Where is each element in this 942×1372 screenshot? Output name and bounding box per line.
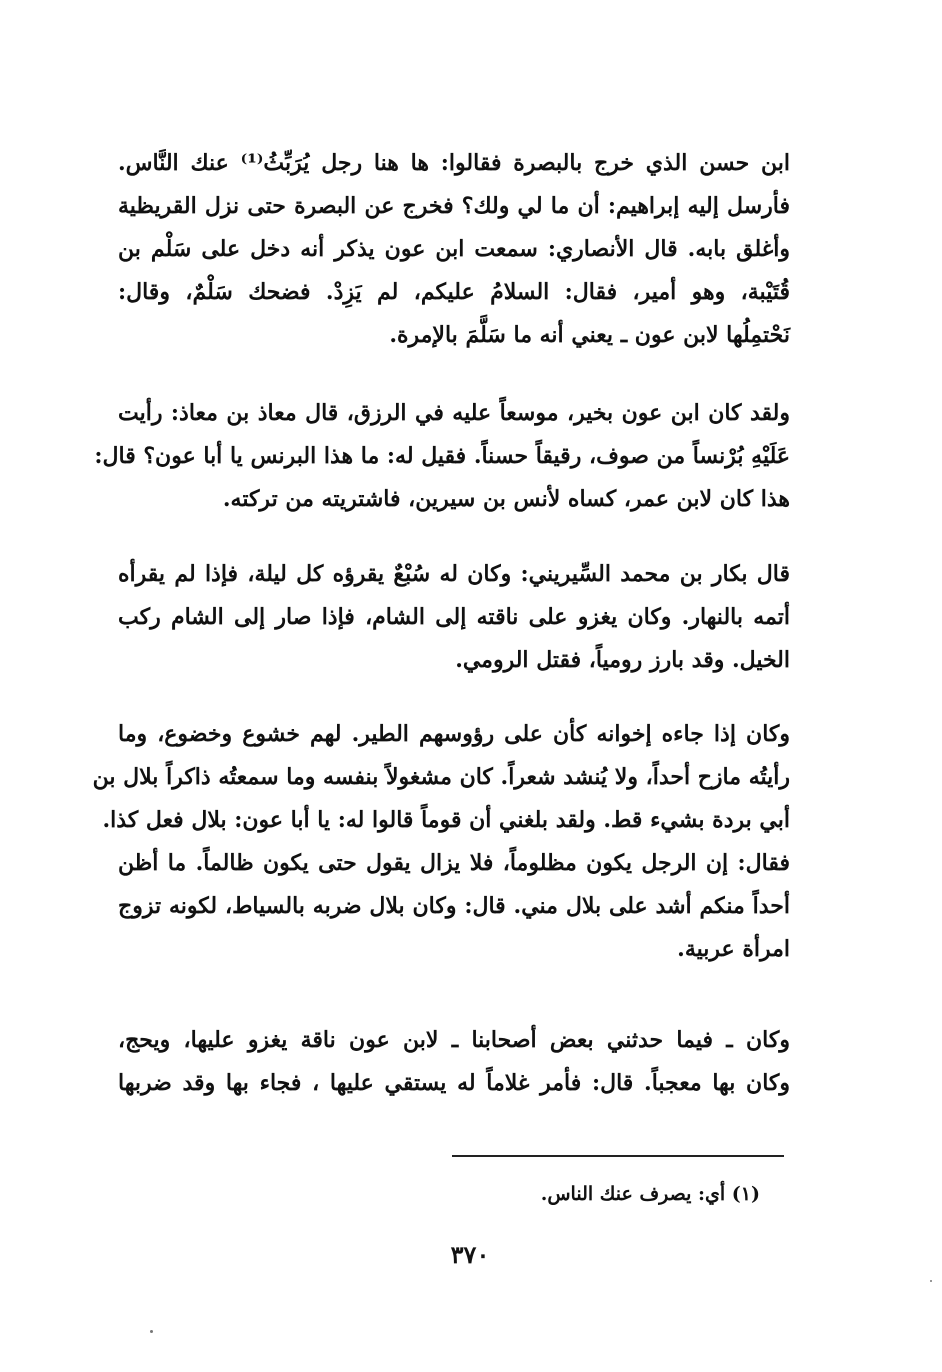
text-line: وأغلق بابه. قال الأنصاري: سمعت ابن عون يذكر أنه دخل على سَلْم بن	[118, 236, 790, 262]
paragraph-1	[118, 142, 790, 357]
text-line: امرأة عربية.	[677, 936, 790, 962]
text-line: قال بكار بن محمد السِّيريني: وكان له سُبْعٌ يقرؤه كل ليلة، فإذا لم يقرأه	[118, 561, 790, 587]
text-line: رأيتُه مازح أحداً، ولا يُنشد شعراً. كان مشغولاً بنفسه وما سمعتُه ذاكراً بلال بن	[92, 764, 790, 790]
paragraph-3	[118, 553, 790, 682]
text-line: عَلَيْهِ بُرْنساً من صوف، رقيقاً حسناً. فقيل له: ما هذا البرنس يا أبا عون؟ قال:	[94, 443, 790, 469]
text-line: ابن حسن الذي خرج بالبصرة فقالوا: ها هنا رجل يُرَبِّثُ⁽¹⁾ عنك النَّاس.	[118, 150, 790, 176]
text-line: فقال: إن الرجل يكون مظلوماً، فلا يزال يقول حتى يكون ظالماً. ما أظن	[118, 850, 790, 876]
paragraph-2	[94, 392, 790, 521]
text-line: قُتَيْبة، وهو أمير، فقال: السلامُ عليكم، لم يَزِدْ. فضحك سَلْمٌ، وقال:	[118, 279, 790, 305]
text-line: الخيل. وقد بارز رومياً، فقتل الرومي.	[455, 647, 790, 673]
text-line: أبي بردة بشيء قط. ولقد بلغني أن قوماً قالوا له: يا أبا عون: بلال فعل كذا.	[102, 807, 790, 833]
text-line: أتمه بالنهار. وكان يغزو على ناقته إلى الشام، فإذا صار إلى الشام ركب	[118, 604, 790, 630]
scan-speck	[150, 1330, 153, 1333]
paragraph-5	[118, 1019, 790, 1105]
text-line: ولقد كان ابن عون بخير، موسعاً عليه في الرزق، قال معاذ بن معاذ: رأيت	[118, 400, 790, 426]
scan-speck	[930, 1280, 932, 1282]
paragraph-4	[92, 713, 790, 971]
text-line: وكان بها معجباً. قال: فأمر غلاماً له يستقي عليها ، فجاء بها وقد ضربها	[118, 1070, 790, 1096]
text-line: نَحْتمِلُها لابن عون ـ يعني أنه ما سَلَّمَ بالإمرة.	[389, 322, 790, 348]
footnote-divider	[452, 1155, 784, 1157]
page-number: ٣٧٠	[450, 1240, 490, 1269]
text-line: أحداً منكم أشد على بلال مني. قال: وكان بلال ضربه بالسياط، لكونه تزوج	[118, 893, 790, 919]
text-line: فأرسل إليه إبراهيم: أن ما لي ولك؟ فخرج عن البصرة حتى نزل القريظية	[118, 193, 790, 219]
footnote: (١) أي: يصرف عنك الناس.	[540, 1183, 760, 1205]
text-line: هذا كان لابن عمر، كساه لأنس بن سيرين، فاشتريته من تركته.	[222, 486, 790, 512]
text-line: وكان ـ فيما حدثني بعض أصحابنا ـ لابن عون ناقة يغزو عليها، ويحج،	[118, 1027, 790, 1053]
text-line: وكان إذا جاءه إخوانه كأن على رؤوسهم الطير. لهم خشوع وخضوع، وما	[118, 721, 790, 747]
